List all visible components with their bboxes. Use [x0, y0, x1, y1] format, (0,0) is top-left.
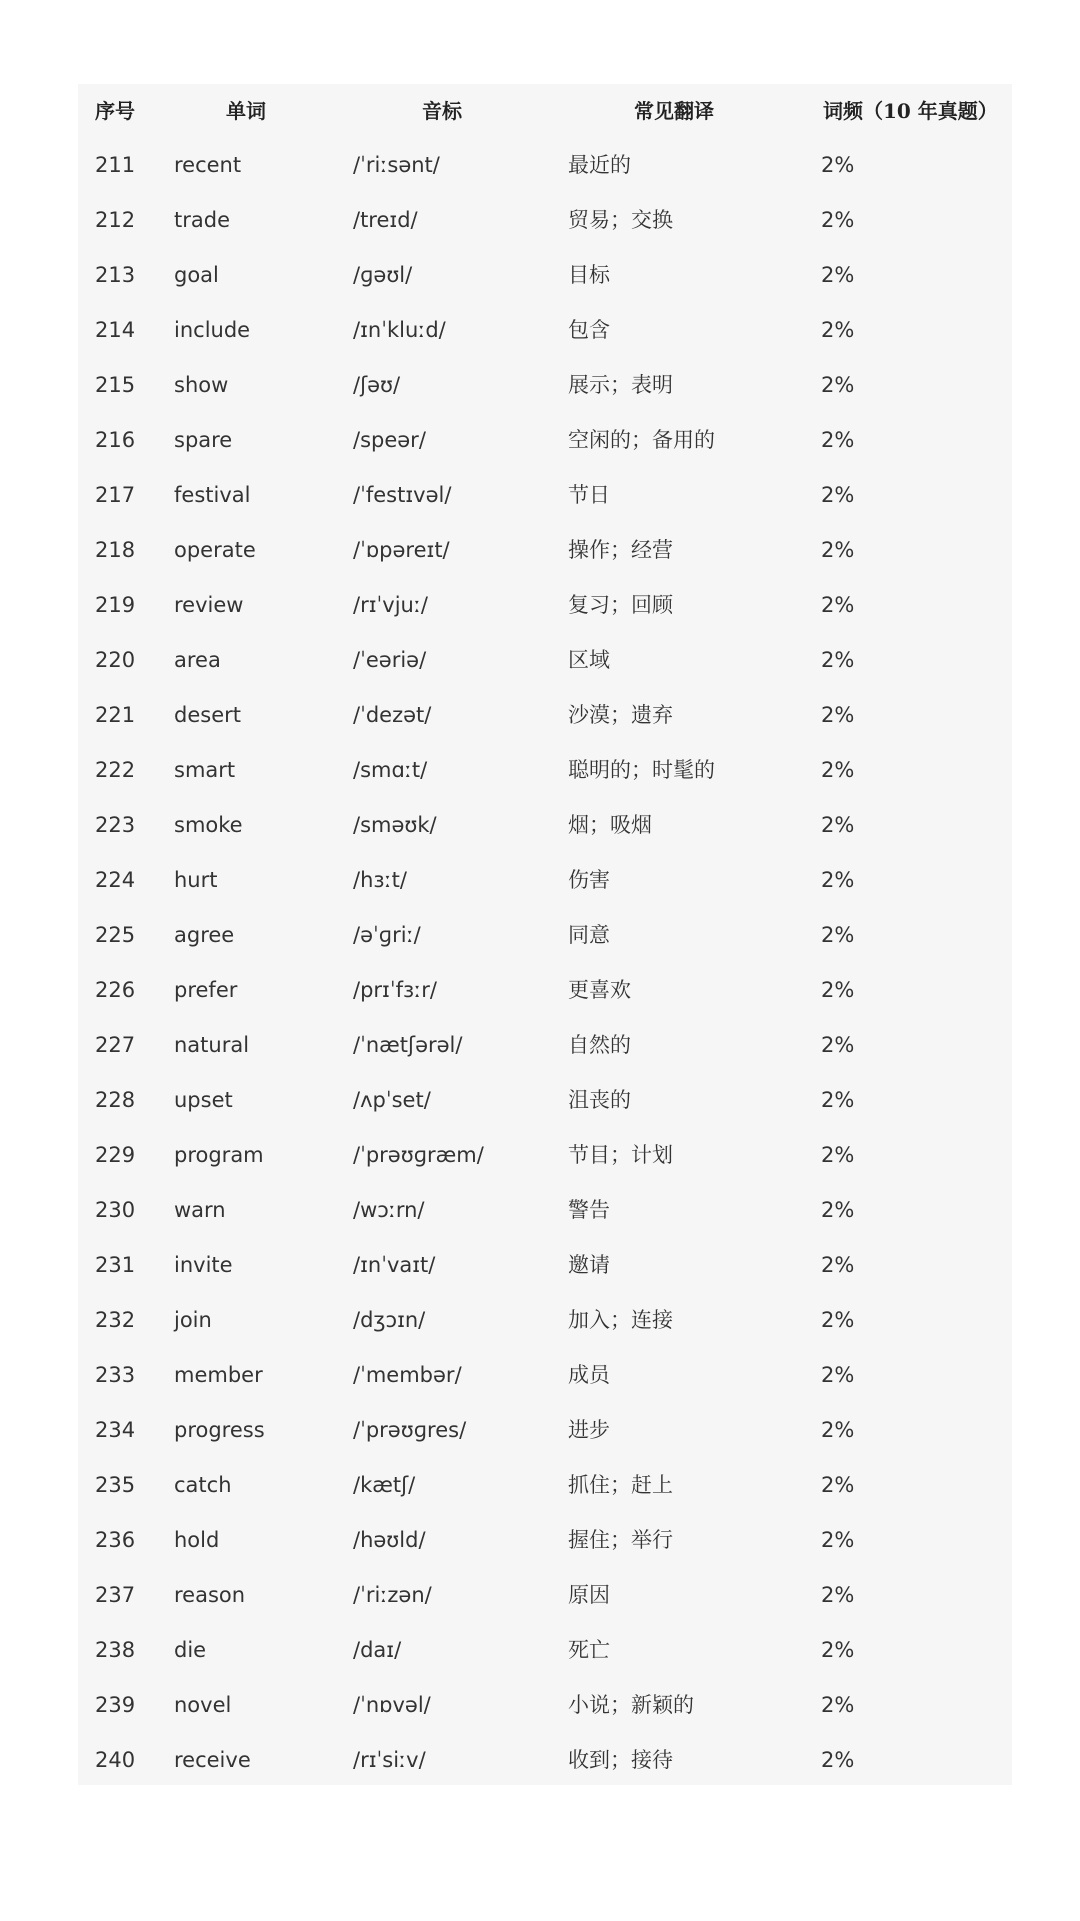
- cell-frequency: 2%: [821, 1693, 855, 1717]
- cell-translation: 自然的: [568, 1033, 631, 1057]
- cell-phonetic: /ʌpˈset/: [353, 1088, 431, 1112]
- cell-frequency: 2%: [821, 923, 855, 947]
- table-row: [78, 578, 1012, 633]
- cell-frequency: 2%: [821, 153, 855, 177]
- cell-number: 235: [95, 1473, 136, 1497]
- header-word: 单词: [226, 99, 266, 123]
- cell-translation: 小说；新颖的: [568, 1693, 694, 1717]
- header-phonetic: 音标: [422, 99, 462, 123]
- cell-phonetic: /ˈriːsənt/: [353, 153, 440, 177]
- table-row: [78, 688, 1012, 743]
- table-row: [78, 1623, 1012, 1678]
- cell-phonetic: /ˈfestɪvəl/: [353, 483, 452, 507]
- cell-word: operate: [174, 538, 256, 562]
- cell-translation: 伤害: [568, 868, 610, 892]
- cell-word: festival: [174, 483, 251, 507]
- cell-phonetic: /dʒɔɪn/: [353, 1308, 426, 1332]
- cell-word: goal: [174, 263, 219, 287]
- cell-word: area: [174, 648, 221, 672]
- cell-frequency: 2%: [821, 1363, 855, 1387]
- table-row: [78, 1568, 1012, 1623]
- cell-translation: 空闲的；备用的: [568, 428, 715, 452]
- cell-word: progress: [174, 1418, 265, 1442]
- cell-number: 218: [95, 538, 136, 562]
- cell-frequency: 2%: [821, 483, 855, 507]
- table-row: [78, 1018, 1012, 1073]
- cell-translation: 警告: [568, 1198, 610, 1222]
- cell-word: reason: [174, 1583, 246, 1607]
- cell-phonetic: /ʃəʊ/: [353, 373, 401, 397]
- table-row: [78, 1348, 1012, 1403]
- cell-phonetic: /sməʊk/: [353, 813, 437, 837]
- table-row: [78, 1293, 1012, 1348]
- cell-frequency: 2%: [821, 1088, 855, 1112]
- table-row: [78, 633, 1012, 688]
- cell-word: trade: [174, 208, 230, 232]
- cell-word: join: [174, 1308, 212, 1332]
- cell-number: 214: [95, 318, 136, 342]
- cell-translation: 邀请: [568, 1253, 610, 1277]
- cell-number: 229: [95, 1143, 136, 1167]
- table-row: [78, 743, 1012, 798]
- cell-translation: 抓住；赶上: [568, 1473, 673, 1497]
- cell-translation: 操作；经营: [568, 538, 673, 562]
- cell-word: desert: [174, 703, 241, 727]
- cell-phonetic: /treɪd/: [353, 208, 418, 232]
- cell-translation: 握住；举行: [568, 1528, 673, 1552]
- cell-translation: 成员: [568, 1363, 610, 1387]
- table-body: [78, 138, 1012, 1788]
- cell-translation: 复习；回顾: [568, 593, 673, 617]
- cell-number: 216: [95, 428, 136, 452]
- cell-word: prefer: [174, 978, 238, 1002]
- table-row: [78, 1238, 1012, 1293]
- cell-frequency: 2%: [821, 208, 855, 232]
- cell-frequency: 2%: [821, 758, 855, 782]
- cell-frequency: 2%: [821, 868, 855, 892]
- cell-word: receive: [174, 1748, 251, 1772]
- table-row: [78, 1403, 1012, 1458]
- cell-frequency: 2%: [821, 593, 855, 617]
- table-row: [78, 1183, 1012, 1238]
- cell-number: 228: [95, 1088, 136, 1112]
- table-row: [78, 1073, 1012, 1128]
- cell-frequency: 2%: [821, 703, 855, 727]
- cell-translation: 原因: [568, 1583, 610, 1607]
- cell-frequency: 2%: [821, 1583, 855, 1607]
- cell-frequency: 2%: [821, 428, 855, 452]
- table-row: [78, 468, 1012, 523]
- cell-word: invite: [174, 1253, 233, 1277]
- cell-number: 220: [95, 648, 136, 672]
- cell-phonetic: /ˈriːzən/: [353, 1583, 432, 1607]
- cell-frequency: 2%: [821, 1473, 855, 1497]
- cell-word: agree: [174, 923, 235, 947]
- header-frequency: 词频（10 年真题）: [823, 99, 998, 123]
- cell-translation: 包含: [568, 318, 610, 342]
- cell-number: 240: [95, 1748, 136, 1772]
- cell-frequency: 2%: [821, 1033, 855, 1057]
- cell-phonetic: /hɜːt/: [353, 868, 407, 892]
- cell-number: 212: [95, 208, 136, 232]
- cell-number: 231: [95, 1253, 136, 1277]
- cell-phonetic: /rɪˈvjuː/: [353, 593, 429, 617]
- cell-number: 221: [95, 703, 136, 727]
- cell-translation: 聪明的；时髦的: [568, 758, 715, 782]
- cell-translation: 更喜欢: [568, 978, 631, 1002]
- cell-word: die: [174, 1638, 207, 1662]
- cell-phonetic: /rɪˈsiːv/: [353, 1748, 426, 1772]
- table-row: [78, 908, 1012, 963]
- cell-translation: 收到；接待: [568, 1748, 673, 1772]
- cell-number: 239: [95, 1693, 136, 1717]
- cell-number: 234: [95, 1418, 136, 1442]
- cell-translation: 加入；连接: [568, 1308, 673, 1332]
- cell-word: recent: [174, 153, 242, 177]
- cell-phonetic: /ˈprəʊɡræm/: [353, 1143, 484, 1167]
- cell-word: hurt: [174, 868, 218, 892]
- cell-number: 215: [95, 373, 136, 397]
- cell-phonetic: /prɪˈfɜːr/: [353, 978, 437, 1002]
- cell-word: hold: [174, 1528, 220, 1552]
- cell-frequency: 2%: [821, 813, 855, 837]
- cell-frequency: 2%: [821, 1528, 855, 1552]
- cell-phonetic: /daɪ/: [353, 1638, 402, 1662]
- cell-number: 232: [95, 1308, 136, 1332]
- cell-phonetic: /ˈnɒvəl/: [353, 1693, 431, 1717]
- cell-frequency: 2%: [821, 1748, 855, 1772]
- table-row: [78, 1513, 1012, 1568]
- cell-phonetic: /əˈɡriː/: [353, 923, 421, 947]
- cell-frequency: 2%: [821, 538, 855, 562]
- cell-translation: 最近的: [568, 153, 631, 177]
- cell-number: 213: [95, 263, 136, 287]
- cell-translation: 节日: [568, 483, 610, 507]
- cell-translation: 沙漠；遗弃: [568, 703, 673, 727]
- cell-phonetic: /ˈprəʊɡres/: [353, 1418, 467, 1442]
- cell-number: 217: [95, 483, 136, 507]
- header-translation: 常见翻译: [634, 99, 714, 123]
- cell-phonetic: /ˈɒpəreɪt/: [353, 538, 450, 562]
- cell-number: 238: [95, 1638, 136, 1662]
- cell-translation: 烟；吸烟: [568, 813, 652, 837]
- cell-frequency: 2%: [821, 978, 855, 1002]
- cell-phonetic: /smɑːt/: [353, 758, 428, 782]
- cell-word: include: [174, 318, 251, 342]
- table-row: [78, 1678, 1012, 1733]
- cell-word: smoke: [174, 813, 243, 837]
- cell-word: novel: [174, 1693, 232, 1717]
- cell-phonetic: /speər/: [353, 428, 426, 452]
- cell-phonetic: /ɪnˈkluːd/: [353, 318, 446, 342]
- table-row: [78, 193, 1012, 248]
- cell-translation: 贸易；交换: [568, 208, 673, 232]
- cell-frequency: 2%: [821, 1253, 855, 1277]
- table-row: [78, 963, 1012, 1018]
- table-row: [78, 138, 1012, 193]
- cell-phonetic: /ɪnˈvaɪt/: [353, 1253, 436, 1277]
- cell-word: natural: [174, 1033, 250, 1057]
- cell-word: smart: [174, 758, 236, 782]
- cell-phonetic: /wɔːrn/: [353, 1198, 425, 1222]
- cell-phonetic: /ɡəʊl/: [353, 263, 413, 287]
- table-row: [78, 413, 1012, 468]
- cell-phonetic: /həʊld/: [353, 1528, 426, 1552]
- cell-number: 233: [95, 1363, 136, 1387]
- table-row: [78, 853, 1012, 908]
- cell-frequency: 2%: [821, 263, 855, 287]
- cell-number: 230: [95, 1198, 136, 1222]
- cell-word: spare: [174, 428, 233, 452]
- cell-phonetic: /ˈdezət/: [353, 703, 432, 727]
- cell-frequency: 2%: [821, 1418, 855, 1442]
- table-row: [78, 1128, 1012, 1183]
- table-header-row: [78, 84, 1012, 138]
- cell-translation: 死亡: [568, 1638, 610, 1662]
- cell-frequency: 2%: [821, 648, 855, 672]
- table-row: [78, 798, 1012, 853]
- cell-word: member: [174, 1363, 263, 1387]
- cell-number: 237: [95, 1583, 136, 1607]
- cell-frequency: 2%: [821, 1198, 855, 1222]
- cell-number: 224: [95, 868, 136, 892]
- cell-phonetic: /ˈeəriə/: [353, 648, 427, 672]
- cell-phonetic: /ˈmembər/: [353, 1363, 462, 1387]
- cell-number: 225: [95, 923, 136, 947]
- cell-translation: 节目；计划: [568, 1143, 673, 1167]
- table-row: [78, 1733, 1012, 1788]
- table-row: [78, 303, 1012, 358]
- cell-phonetic: /ˈnætʃərəl/: [353, 1033, 463, 1057]
- cell-frequency: 2%: [821, 1143, 855, 1167]
- cell-number: 227: [95, 1033, 136, 1057]
- cell-word: show: [174, 373, 229, 397]
- table-row: [78, 248, 1012, 303]
- cell-translation: 展示；表明: [568, 373, 673, 397]
- table-row: [78, 1458, 1012, 1513]
- cell-word: catch: [174, 1473, 232, 1497]
- cell-number: 236: [95, 1528, 136, 1552]
- cell-number: 226: [95, 978, 136, 1002]
- cell-translation: 同意: [568, 923, 610, 947]
- cell-translation: 区域: [568, 648, 610, 672]
- cell-word: upset: [174, 1088, 233, 1112]
- cell-phonetic: /kætʃ/: [353, 1473, 416, 1497]
- cell-number: 219: [95, 593, 136, 617]
- cell-frequency: 2%: [821, 1308, 855, 1332]
- cell-number: 223: [95, 813, 136, 837]
- cell-word: review: [174, 593, 244, 617]
- table-row: [78, 358, 1012, 413]
- cell-number: 211: [95, 153, 136, 177]
- cell-frequency: 2%: [821, 1638, 855, 1662]
- cell-translation: 沮丧的: [568, 1088, 631, 1112]
- cell-translation: 进步: [568, 1418, 610, 1442]
- cell-translation: 目标: [568, 263, 610, 287]
- cell-number: 222: [95, 758, 136, 782]
- table-row: [78, 523, 1012, 578]
- cell-frequency: 2%: [821, 318, 855, 342]
- cell-word: program: [174, 1143, 264, 1167]
- header-number: 序号: [95, 99, 135, 123]
- cell-word: warn: [174, 1198, 226, 1222]
- vocabulary-table: [78, 84, 1012, 1785]
- cell-frequency: 2%: [821, 373, 855, 397]
